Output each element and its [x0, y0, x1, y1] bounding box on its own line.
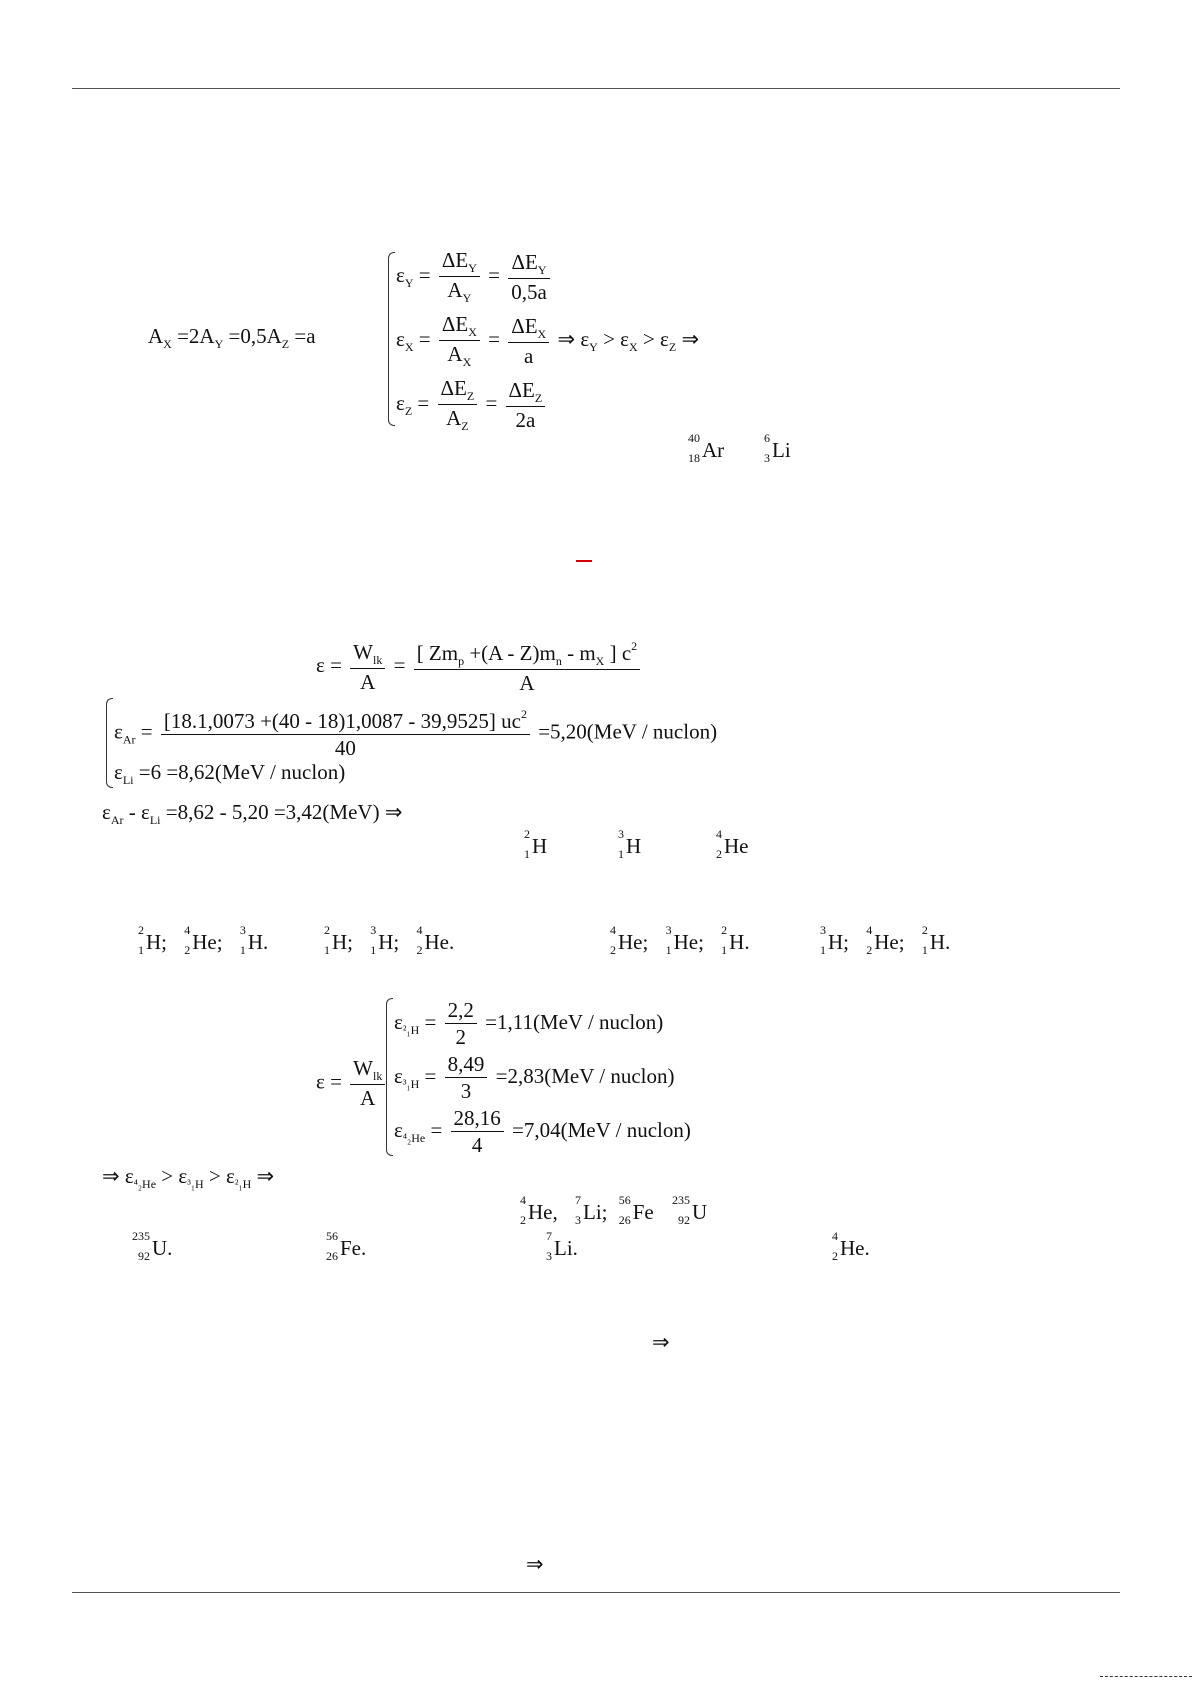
eps-x-row: $\varepsilon_X$ = $\frac{\Delta E_X}{A_X}$ = $\frac{\Delta E_X}{a}$ ⇒ $\varepsilon_Y > \varepsilon_X > \varepsilon_Z$ ⇒: [396, 312, 700, 369]
nuclide-h3: 3 1 H: [618, 827, 642, 861]
eps-order-conclusion: ⇒ $\varepsilon_{^4_2He} > \varepsilon_{^3_1H} > \varepsilon_{^2_1H}$ ⇒: [102, 1164, 275, 1191]
system-brace: [388, 252, 395, 426]
nuclide-h2: 2 1 H: [524, 827, 548, 861]
h-he-brace: [386, 998, 393, 1156]
nuclide-u235: 235 92 U: [672, 1193, 708, 1227]
eps-li-line: $\varepsilon_{Li} =6 =8,62(MeV$ / nuclon): [114, 760, 346, 787]
option-d2: 4 2 He.: [832, 1229, 870, 1263]
option-b2: 56 26 Fe.: [326, 1229, 367, 1263]
footer-dotted-line: [1100, 1676, 1192, 1677]
binding-energy-formula-2: ε = $\frac{W_{lk}}{A}$: [316, 1058, 388, 1109]
eps-comparison: $\varepsilon_Y > \varepsilon_X > \varepsilon_Z$: [580, 326, 677, 354]
footer-rule: [72, 1592, 1120, 1593]
option-c1: 4 2 He; 3 1 He; 2 1 H.: [610, 923, 750, 957]
header-rule: [72, 88, 1120, 89]
nuclide-he4: 4 2 He: [716, 827, 749, 861]
eps-h3-row: $\varepsilon_{^3_1H}$ = $\frac{8,49}{3}$ =2,83(MeV / nuclon): [394, 1052, 675, 1103]
nuclide-li: 6 3 Li: [764, 431, 791, 465]
eps-h2-row: $\varepsilon_{^2_1H}$ = $\frac{2,2}{2}$ =1,11(MeV / nuclon): [394, 998, 664, 1049]
eps-difference: $\varepsilon_{Ar} - \varepsilon_{Li} =8,62 - 5,20 =3,42(MeV)$ ⇒: [102, 800, 403, 827]
eps-y-row: $\varepsilon_Y$ = $\frac{\Delta E_Y}{A_Y}$ = $\frac{\Delta E_Y}{0,5a}$: [396, 250, 553, 304]
option-b1: 2 1 H; 3 1 H; 4 2 He.: [324, 923, 455, 957]
option-c2: 7 3 Li.: [546, 1229, 578, 1263]
eps-ar-line: $\varepsilon_{Ar}$ = $\frac{[18.1,0073 +(40 - 18)1,0087 - 39,9525] uc^2}{40}$ =5,20(MeV / nuclon): [114, 707, 718, 760]
red-mark: [576, 560, 592, 562]
option-a1: 2 1 H; 4 2 He; 3 1 H.: [138, 923, 269, 957]
eps-he4-row: $\varepsilon_{^4_2He}$ = $\frac{28,16}{4}$ =7,04(MeV / nuclon): [394, 1106, 691, 1157]
implies-mark-2: ⇒: [526, 1552, 544, 1576]
option-d1: 3 1 H; 4 2 He; 2 1 H.: [820, 923, 951, 957]
implies-mark-1: ⇒: [652, 1330, 670, 1354]
eps-z-row: $\varepsilon_Z$ = $\frac{\Delta E_Z}{A_Z}$ = $\frac{\Delta E_Z}{2a}$: [396, 378, 548, 432]
nuclide-ar: 40 18 Ar: [688, 431, 725, 465]
question-nuclides: 4 2 He, 7 3 Li; 56 26 Fe: [520, 1193, 654, 1227]
ar-li-brace: [106, 698, 113, 788]
option-a2: 235 92 U.: [132, 1229, 173, 1263]
mass-relation: $A_X =2A_Y =0,5A_Z =a$: [148, 324, 316, 351]
binding-energy-formula: ε = $\frac{W_{lk}}{A}$ = $\frac{[ Zm_p +(A - Z)m_n - m_X ] c^2}{A}$: [316, 640, 643, 694]
